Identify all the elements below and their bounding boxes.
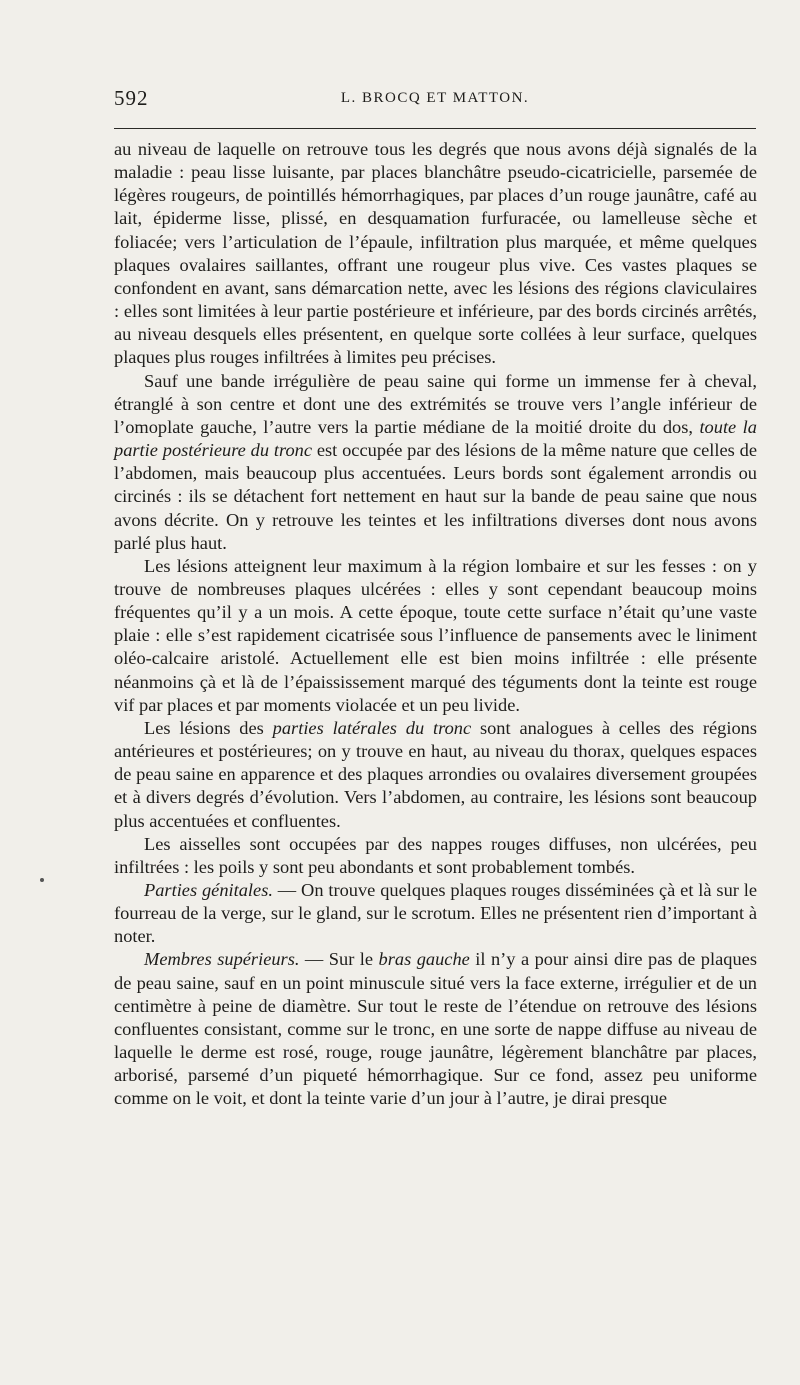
paragraph-6: [114, 879, 757, 948]
text-run: Les lésions atteignent leur maximum à la région lombaire et sur les fesses : on y trouve de nombreuses plaques ulcérées : elles y sont cependant beaucoup moins fréquentes qu’il y a un mois. A cette époque, toute cette surface n’était qu’une vaste plaie : elle s’est rapidement cicatrisée sous l’influence de pansements avec le liniment oléo-calcaire aristolé. Actuellement elle est bien moins infiltrée : elle présente néanmoins çà et là de l’épaississement marqué des téguments dont la teinte est rouge vif par places et par moments violacée et un peu livide.: [114, 555, 757, 715]
paragraph-4: [114, 717, 757, 833]
text-run: Les aisselles sont occupées par des nappes rouges diffuses, non ulcérées, peu infiltrées : les poils y sont peu abondants et sont probablement tombés.: [114, 833, 757, 877]
running-head: L. BROCQ ET MATTON.: [340, 90, 530, 106]
paragraph-1: [114, 138, 757, 370]
text-run: sont analogues à celles des régions antérieures et postérieures; on y trouve en haut, au niveau du thorax, quelques espaces de peau saine en apparence et des plaques arrondies ou ovalaires diversement groupées et à divers degrés d’évolution. Vers l’abdomen, au contraire, les lésions sont beaucoup plus accentuées et confluentes.: [114, 717, 757, 831]
text-run: — On trouve quelques plaques rouges disséminées çà et là sur le fourreau de la verge, sur le gland, sur le scrotum. Elles ne présentent rien d’important à noter.: [114, 880, 758, 947]
text-run: Les lésions des: [144, 717, 273, 738]
text-run: — Sur le: [299, 949, 379, 970]
paper-speck: [40, 878, 44, 882]
body-text: [114, 138, 757, 1111]
paragraph-2: [114, 370, 757, 555]
page-number: 592: [114, 86, 149, 110]
text-run: Sauf une bande irrégulière de peau saine qui forme un immense fer à cheval, étranglé à son centre et dont une des extrémités se trouve vers l’angle inférieur de l’omoplate gauche, l’autre vers la partie médiane de la moitié droite du dos,: [114, 370, 757, 437]
paragraph-5: [114, 833, 757, 879]
italic-run: toute la partie postérieure du tronc: [114, 416, 757, 461]
italic-run: bras gauche: [378, 949, 470, 970]
italic-run: Membres supérieurs.: [144, 949, 300, 970]
text-run: au niveau de laquelle on retrouve tous les degrés que nous avons déjà signalés de la maladie : peau lisse luisante, par places blanchâtre pseudo-cicatricielle, parsemée de légères rougeurs, de pointillés hémorrhagiques, par places d’un rouge jaunâtre, café au lait, épiderme lisse, plissé, en desquamation furfuracée, ou lamelleuse sèche et foliacée; vers l’articulation de l’épaule, infiltration plus marquée, et même quelques plaques ovalaires saillantes, offrant une rougeur plus vive. Ces vastes plaques se confondent en avant, sans démarcation nette, avec les lésions des régions claviculaires : elles sont limitées à leur partie postérieure et inférieure, par des bords circinés arrêtés, au niveau desquels elles présentent, en quelque sorte collées à leur surface, quelques plaques plus rouges infiltrées à limites peu précises.: [114, 139, 757, 368]
paragraph-7: [114, 948, 757, 1110]
text-run: est occupée par des lésions de la même nature que celles de l’abdomen, mais beaucoup plus accentuées. Leurs bords sont également arrondis ou circinés : ils se détachent fort nettement en haut sur la bande de peau saine que nous avons décrite. On y retrouve les teintes et les infiltrations diverses dont nous avons parlé plus haut.: [114, 440, 757, 553]
italic-run: Parties génitales.: [144, 880, 273, 900]
paragraph-3: [114, 555, 757, 717]
page-header: [114, 86, 756, 114]
italic-run: parties latérales du tronc: [272, 717, 472, 738]
text-run: il n’y a pour ainsi dire pas de plaques de peau saine, sauf en un point minuscule situé vers la face externe, irrégulier et de un centimètre à peine de diamètre. Sur tout le reste de l’étendue on retrouve des lésions confluentes consistant, comme sur le tronc, en une sorte de nappe diffuse au niveau de laquelle le derme est rosé, rouge, rouge jaunâtre, légèrement blanchâtre par places, arborisé, parsemé d’un piqueté hémorrhagique. Sur ce fond, assez peu uniforme comme on le voit, et dont la teinte varie d’un jour à l’autre, je dirai presque: [114, 949, 757, 1109]
header-rule: [114, 128, 756, 129]
